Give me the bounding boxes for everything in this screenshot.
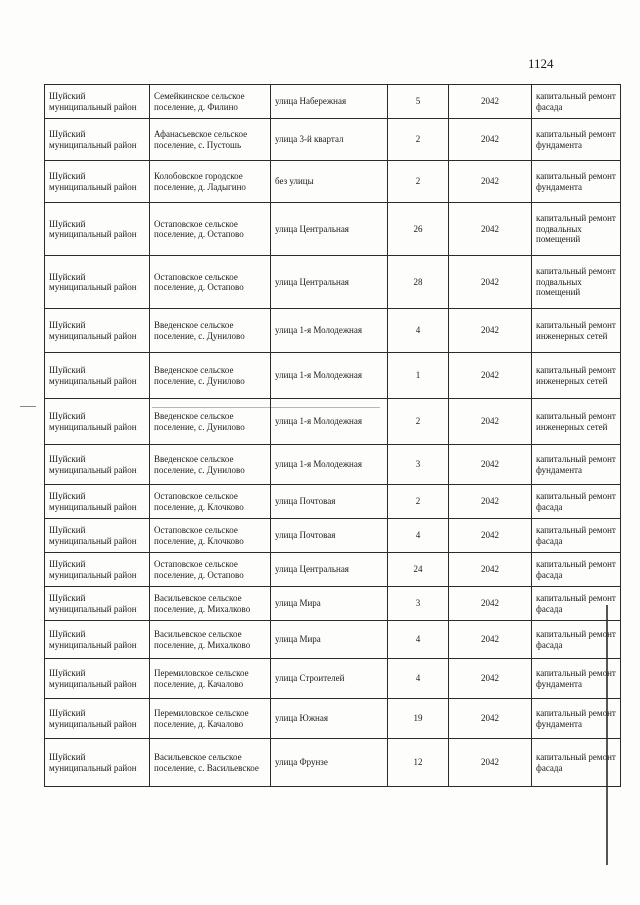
- work-type-cell: капитальный ремонт фасада: [532, 587, 621, 621]
- table-row: [45, 739, 621, 787]
- district-cell: Шуйский муниципальный район: [45, 553, 150, 587]
- street-cell: улица Центральная: [271, 553, 388, 587]
- street-cell: улица Мира: [271, 621, 388, 659]
- work-type-cell: капитальный ремонт подвальных помещений: [532, 256, 621, 309]
- year-cell: 2042: [449, 203, 532, 256]
- table-row: [45, 119, 621, 161]
- work-type-cell: капитальный ремонт инженерных сетей: [532, 353, 621, 399]
- house-number-cell: 12: [388, 739, 449, 787]
- table-row: [45, 203, 621, 256]
- district-cell: Шуйский муниципальный район: [45, 739, 150, 787]
- house-number-cell: 26: [388, 203, 449, 256]
- house-number-cell: 4: [388, 519, 449, 553]
- year-cell: 2042: [449, 485, 532, 519]
- settlement-cell: Афанасьевское сельское поселение, с. Пустошь: [150, 119, 271, 161]
- settlement-cell: Остаповское сельское поселение, д. Клочково: [150, 485, 271, 519]
- settlement-cell: Перемиловское сельское поселение, д. Качалово: [150, 699, 271, 739]
- house-number-cell: 19: [388, 699, 449, 739]
- street-cell: улица 3-й квартал: [271, 119, 388, 161]
- year-cell: 2042: [449, 519, 532, 553]
- house-number-cell: 4: [388, 659, 449, 699]
- house-number-cell: 1: [388, 353, 449, 399]
- year-cell: 2042: [449, 445, 532, 485]
- settlement-cell: Перемиловское сельское поселение, д. Качалово: [150, 659, 271, 699]
- street-cell: улица 1-я Молодежная: [271, 445, 388, 485]
- work-type-cell: капитальный ремонт фасада: [532, 739, 621, 787]
- house-number-cell: 2: [388, 399, 449, 445]
- house-number-cell: 2: [388, 119, 449, 161]
- work-type-cell: капитальный ремонт фундамента: [532, 119, 621, 161]
- district-cell: Шуйский муниципальный район: [45, 203, 150, 256]
- district-cell: Шуйский муниципальный район: [45, 256, 150, 309]
- district-cell: Шуйский муниципальный район: [45, 587, 150, 621]
- house-number-cell: 3: [388, 445, 449, 485]
- year-cell: 2042: [449, 309, 532, 353]
- settlement-cell: Остаповское сельское поселение, д. Остапово: [150, 553, 271, 587]
- work-type-cell: капитальный ремонт фундамента: [532, 161, 621, 203]
- street-cell: улица Почтовая: [271, 485, 388, 519]
- street-cell: улица 1-я Молодежная: [271, 353, 388, 399]
- work-type-cell: капитальный ремонт фундамента: [532, 699, 621, 739]
- house-number-cell: 2: [388, 161, 449, 203]
- year-cell: 2042: [449, 587, 532, 621]
- table-row: [45, 587, 621, 621]
- work-type-cell: капитальный ремонт фасада: [532, 85, 621, 119]
- year-cell: 2042: [449, 85, 532, 119]
- house-number-cell: 3: [388, 587, 449, 621]
- district-cell: Шуйский муниципальный район: [45, 119, 150, 161]
- work-type-cell: капитальный ремонт фундамента: [532, 445, 621, 485]
- street-cell: улица Набережная: [271, 85, 388, 119]
- work-type-cell: капитальный ремонт инженерных сетей: [532, 399, 621, 445]
- settlement-cell: Остаповское сельское поселение, д. Остапово: [150, 203, 271, 256]
- work-type-cell: капитальный ремонт фасада: [532, 519, 621, 553]
- district-cell: Шуйский муниципальный район: [45, 161, 150, 203]
- settlement-cell: Остаповское сельское поселение, д. Остапово: [150, 256, 271, 309]
- district-cell: Шуйский муниципальный район: [45, 699, 150, 739]
- settlement-cell: Колобовское городское поселение, д. Ладыгино: [150, 161, 271, 203]
- settlement-cell: Введенское сельское поселение, с. Дунилово: [150, 445, 271, 485]
- year-cell: 2042: [449, 739, 532, 787]
- street-cell: улица 1-я Молодежная: [271, 399, 388, 445]
- house-number-cell: 24: [388, 553, 449, 587]
- work-type-cell: капитальный ремонт фасада: [532, 553, 621, 587]
- year-cell: 2042: [449, 399, 532, 445]
- street-cell: улица 1-я Молодежная: [271, 309, 388, 353]
- year-cell: 2042: [449, 119, 532, 161]
- street-cell: улица Фрунзе: [271, 739, 388, 787]
- work-type-cell: капитальный ремонт фасада: [532, 621, 621, 659]
- year-cell: 2042: [449, 353, 532, 399]
- page-number: 1124: [528, 56, 554, 71]
- table-row: [45, 519, 621, 553]
- district-cell: Шуйский муниципальный район: [45, 353, 150, 399]
- year-cell: 2042: [449, 256, 532, 309]
- district-cell: Шуйский муниципальный район: [45, 309, 150, 353]
- district-cell: Шуйский муниципальный район: [45, 85, 150, 119]
- street-cell: без улицы: [271, 161, 388, 203]
- settlement-cell: Васильевское сельское поселение, д. Михалково: [150, 621, 271, 659]
- house-number-cell: 28: [388, 256, 449, 309]
- settlement-cell: Введенское сельское поселение, с. Дунилово: [150, 353, 271, 399]
- year-cell: 2042: [449, 659, 532, 699]
- table-row: [45, 256, 621, 309]
- house-number-cell: 4: [388, 621, 449, 659]
- street-cell: улица Почтовая: [271, 519, 388, 553]
- district-cell: Шуйский муниципальный район: [45, 519, 150, 553]
- district-cell: Шуйский муниципальный район: [45, 399, 150, 445]
- house-number-cell: 2: [388, 485, 449, 519]
- settlement-cell: Остаповское сельское поселение, д. Клочково: [150, 519, 271, 553]
- work-type-cell: капитальный ремонт подвальных помещений: [532, 203, 621, 256]
- settlement-cell: Васильевское сельское поселение, д. Михалково: [150, 587, 271, 621]
- scan-mark: [20, 406, 36, 407]
- table-row: [45, 85, 621, 119]
- table-row: [45, 621, 621, 659]
- table-row: [45, 485, 621, 519]
- table-row: [45, 553, 621, 587]
- table-row: [45, 353, 621, 399]
- street-cell: улица Центральная: [271, 256, 388, 309]
- district-cell: Шуйский муниципальный район: [45, 485, 150, 519]
- street-cell: улица Южная: [271, 699, 388, 739]
- work-type-cell: капитальный ремонт фасада: [532, 485, 621, 519]
- district-cell: Шуйский муниципальный район: [45, 445, 150, 485]
- work-type-cell: капитальный ремонт инженерных сетей: [532, 309, 621, 353]
- table-row: [45, 445, 621, 485]
- settlement-cell: Семейкинское сельское поселение, д. Филино: [150, 85, 271, 119]
- house-number-cell: 4: [388, 309, 449, 353]
- street-cell: улица Строителей: [271, 659, 388, 699]
- repair-schedule-table: [44, 84, 621, 787]
- year-cell: 2042: [449, 621, 532, 659]
- street-cell: улица Мира: [271, 587, 388, 621]
- table-row: [45, 399, 621, 445]
- settlement-cell: Введенское сельское поселение, с. Дунилово: [150, 399, 271, 445]
- table-row: [45, 309, 621, 353]
- year-cell: 2042: [449, 553, 532, 587]
- table-row: [45, 161, 621, 203]
- table-row: [45, 659, 621, 699]
- work-type-cell: капитальный ремонт фундамента: [532, 659, 621, 699]
- settlement-cell: Введенское сельское поселение, с. Дунилово: [150, 309, 271, 353]
- year-cell: 2042: [449, 699, 532, 739]
- district-cell: Шуйский муниципальный район: [45, 621, 150, 659]
- settlement-cell: Васильевское сельское поселение, с. Васильевское: [150, 739, 271, 787]
- street-cell: улица Центральная: [271, 203, 388, 256]
- year-cell: 2042: [449, 161, 532, 203]
- table-row: [45, 699, 621, 739]
- house-number-cell: 5: [388, 85, 449, 119]
- district-cell: Шуйский муниципальный район: [45, 659, 150, 699]
